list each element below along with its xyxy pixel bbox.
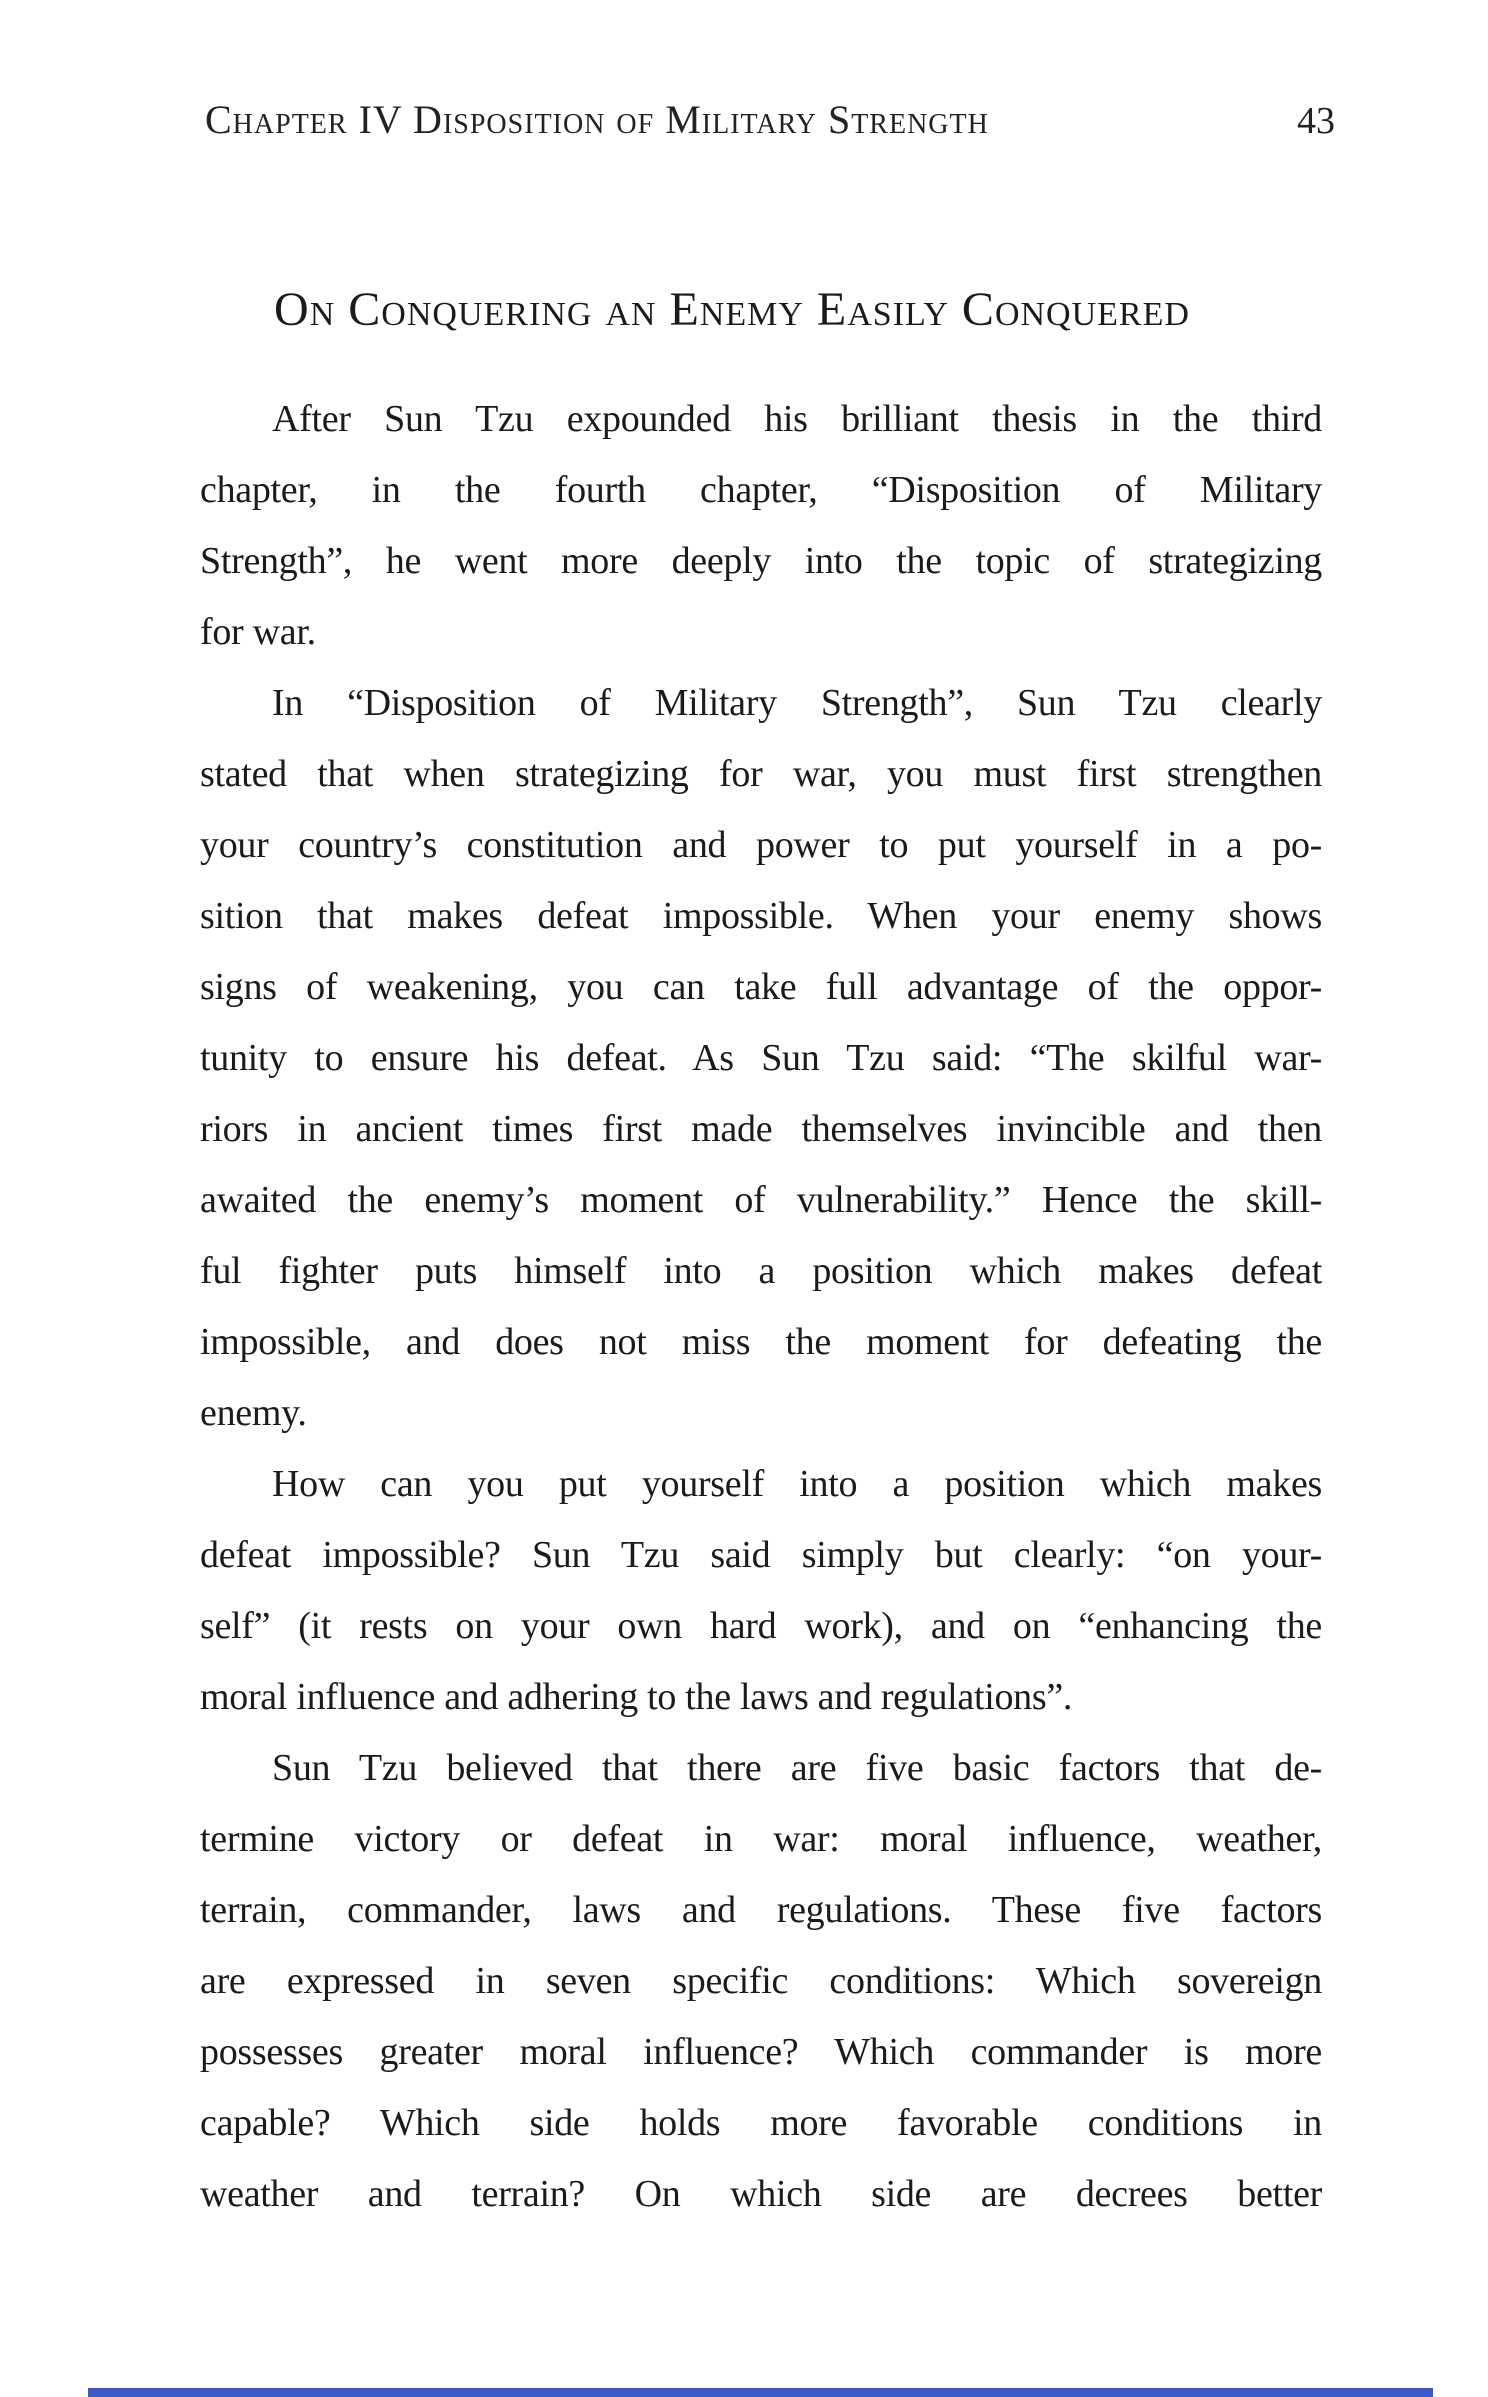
body-line: ful fighter puts himself into a position which makes defeat: [200, 1250, 1322, 1292]
body-line: terrain, commander, laws and regulations. These five factors: [200, 1889, 1322, 1931]
reading-progress-bar[interactable]: [88, 2388, 1433, 2397]
body-line: Strength”, he went more deeply into the topic of strategizing: [200, 540, 1322, 582]
body-line: weather and terrain? On which side are decrees better: [200, 2173, 1322, 2215]
body-line: In “Disposition of Military Strength”, Sun Tzu clearly: [272, 682, 1322, 724]
body-line: capable? Which side holds more favorable conditions in: [200, 2102, 1322, 2144]
body-line: enemy.: [200, 1392, 307, 1434]
body-line: possesses greater moral influence? Which commander is more: [200, 2031, 1322, 2073]
page-number: 43: [1297, 100, 1335, 142]
body-line: termine victory or defeat in war: moral influence, weather,: [200, 1818, 1322, 1860]
body-line: awaited the enemy’s moment of vulnerability.” Hence the skill-: [200, 1179, 1322, 1221]
body-line: for war.: [200, 611, 316, 653]
body-line: impossible, and does not miss the moment for defeating the: [200, 1321, 1322, 1363]
section-heading: On Conquering an Enemy Easily Conquered: [274, 283, 1190, 336]
body-line: are expressed in seven specific conditions: Which sovereign: [200, 1960, 1322, 2002]
running-header: [205, 96, 1335, 143]
body-line: After Sun Tzu expounded his brilliant thesis in the third: [272, 398, 1322, 440]
body-line: tunity to ensure his defeat. As Sun Tzu said: “The skilful war-: [200, 1037, 1322, 1079]
body-line: chapter, in the fourth chapter, “Disposition of Military: [200, 469, 1322, 511]
body-line: signs of weakening, you can take full advantage of the oppor-: [200, 966, 1322, 1008]
body-line: Sun Tzu believed that there are five basic factors that de-: [272, 1747, 1322, 1789]
body-line: sition that makes defeat impossible. When your enemy shows: [200, 895, 1322, 937]
body-line: defeat impossible? Sun Tzu said simply but clearly: “on your-: [200, 1534, 1322, 1576]
body-line: How can you put yourself into a position which makes: [272, 1463, 1322, 1505]
body-line: your country’s constitution and power to put yourself in a po-: [200, 824, 1322, 866]
body-line: moral influence and adhering to the laws and regulations”.: [200, 1676, 1073, 1718]
body-line: riors in ancient times first made themselves invincible and then: [200, 1108, 1322, 1150]
running-header-title: Chapter IV Disposition of Military Strength: [205, 97, 989, 142]
body-line: stated that when strategizing for war, you must first strengthen: [200, 753, 1322, 795]
body-text: [200, 384, 1322, 2230]
body-line: self” (it rests on your own hard work), and on “enhancing the: [200, 1605, 1322, 1647]
